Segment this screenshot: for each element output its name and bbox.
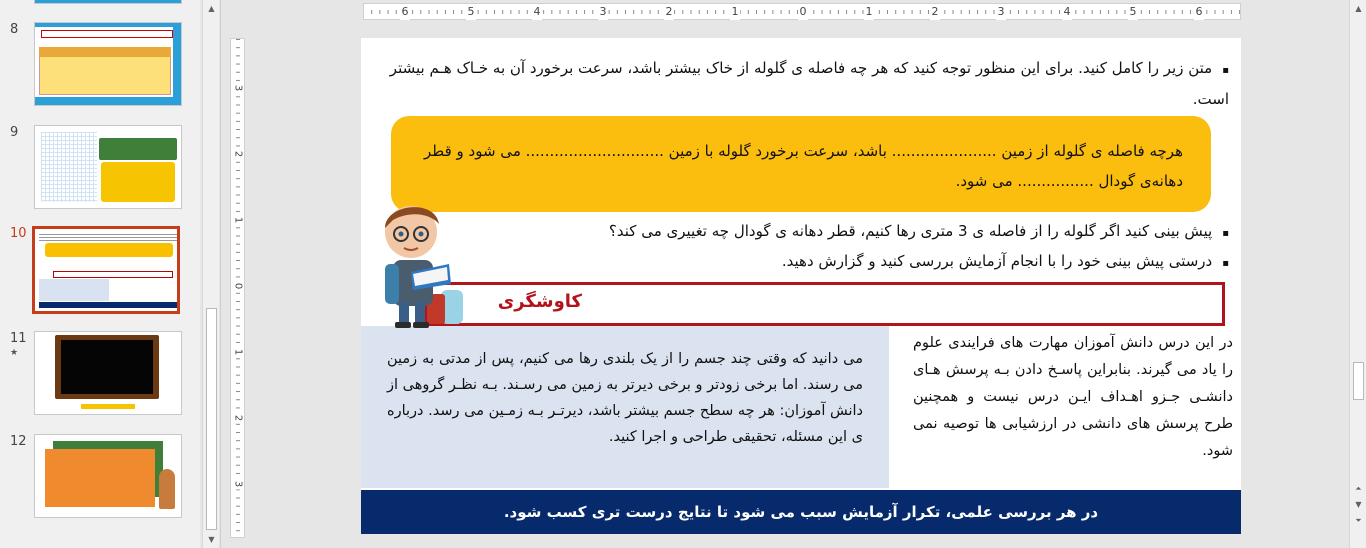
slide-number: 11	[10, 331, 27, 346]
ruler-label: 3	[232, 83, 244, 94]
research-title: کاوشگری	[497, 291, 582, 312]
scroll-down-arrow-icon[interactable]: ▼	[1355, 500, 1362, 509]
eye-shape	[399, 232, 404, 237]
horizontal-ruler	[363, 3, 1241, 20]
pane-splitter[interactable]	[220, 0, 228, 548]
research-question-box[interactable]: می دانید که وقتی چند جسم را از یک بلندی رها می کنیم، پس از مدتی به زمین می رسند. اما برخی زودتر و برخی دیرتر به زمین می رسـند. بـه نظـر گروهی از دانش آموزان: هر چه سطح جسم بیشتر باشد، دیرتـر بـه زمـین می رسد. درباره ی این مسئله، تحقیقی طراحی و اجرا کنید.	[361, 326, 889, 488]
scroll-up-arrow-icon[interactable]: ▲	[1355, 4, 1362, 13]
slide-scrollbar[interactable]	[1349, 0, 1366, 548]
ruler-label: 6	[1195, 5, 1203, 18]
slide-thumbnail-7-partial[interactable]	[34, 0, 182, 4]
ruler-label: 5	[467, 5, 475, 18]
ruler-label: 1	[731, 5, 739, 18]
slide-thumbnail-11[interactable]	[34, 331, 182, 415]
eye-shape	[419, 232, 424, 237]
shoe-shape	[413, 322, 429, 328]
slide-canvas[interactable]	[361, 38, 1241, 534]
prediction-question-bullet[interactable]: ▪ پیش بینی کنید اگر گلوله را از فاصله ی 3 متری رها کنیم، قطر دهانه ی گودال چه تغییری می کند؟	[609, 216, 1229, 249]
ruler-label: 1	[865, 5, 873, 18]
slide-scrollbar-thumb[interactable]	[1353, 362, 1364, 400]
slide-thumbnail-9[interactable]	[34, 125, 182, 209]
test-instruction-bullet[interactable]: ▪ درستی پیش بینی خود را با انجام آزمایش بررسی کنید و گزارش دهید.	[782, 246, 1229, 279]
ruler-label: 4	[533, 5, 541, 18]
fill-in-the-blank-box[interactable]: هرچه فاصله ی گلوله از زمین ...................... باشد، سرعت برخورد گلوله با زمین ............................. می شود و قطر دهانه‌ی گودال ................ می شود.	[391, 116, 1211, 212]
ruler-label: 3	[232, 479, 244, 490]
scroll-down-arrow-icon[interactable]: ▼	[208, 535, 215, 544]
slide-number: 10	[10, 226, 27, 241]
ruler-label: 5	[1129, 5, 1137, 18]
slide-number: 9	[10, 125, 19, 140]
student-reading-illustration[interactable]	[371, 194, 481, 330]
scroll-up-arrow-icon[interactable]: ▲	[208, 4, 215, 13]
slide-thumbnail-pane	[0, 0, 200, 548]
backpack-strap-shape	[385, 264, 399, 304]
slide-thumbnail-12[interactable]	[34, 434, 182, 518]
footer-banner[interactable]: در هر بررسی علمی، تکرار آزمایش سبب می شود تا نتایج درست تری کسب شود.	[361, 490, 1241, 534]
ruler-label: 6	[401, 5, 409, 18]
shoe-shape	[395, 322, 411, 328]
research-title-bar[interactable]	[425, 282, 1225, 326]
ruler-label: 2	[665, 5, 673, 18]
ruler-label: 2	[232, 413, 244, 424]
ruler-label: 3	[997, 5, 1005, 18]
ruler-label: 3	[599, 5, 607, 18]
leg-shape	[399, 302, 409, 324]
intro-bullet-text[interactable]: ▪ متن زیر را کامل کنید. برای این منظور توجه کنید که هر چه فاصله ی گلوله از خاک بیشتر باشد، سرعت برخورد آن به خـاک هـم بیشتر است.	[369, 54, 1229, 113]
next-slide-icon[interactable]: ⏷	[1355, 516, 1362, 525]
slide-number: 8	[10, 22, 19, 37]
vertical-ruler	[230, 38, 245, 538]
ruler-label: 0	[232, 281, 244, 292]
ruler-label: 1	[232, 215, 244, 226]
ruler-label: 4	[1063, 5, 1071, 18]
ruler-label: 2	[232, 149, 244, 160]
slide-number: 12	[10, 434, 27, 449]
ruler-label: 1	[232, 347, 244, 358]
ruler-label: 2	[931, 5, 939, 18]
thumbnail-scrollbar[interactable]	[202, 0, 219, 548]
ruler-label: 0	[799, 5, 807, 18]
thumbnail-scrollbar-thumb[interactable]	[206, 308, 217, 530]
slide-thumbnail-10-selected[interactable]	[32, 226, 180, 314]
leg-shape	[415, 302, 425, 324]
teacher-note-text[interactable]: در این درس دانش آموزان مهارت های فرایندی علوم را یاد می گیرند. بنابراین پاسـخ دادن بـه پرسش هـای دانشـی جـزو اهـداف ایـن درس نیست و همچنین طرح پرسش های دانشی در ارزشیابی ها توصیه نمی شود.	[913, 335, 1233, 459]
animation-star-icon: ★	[10, 348, 19, 358]
previous-slide-icon[interactable]: ⏶	[1355, 484, 1362, 493]
slide-thumbnail-8[interactable]	[34, 22, 182, 106]
